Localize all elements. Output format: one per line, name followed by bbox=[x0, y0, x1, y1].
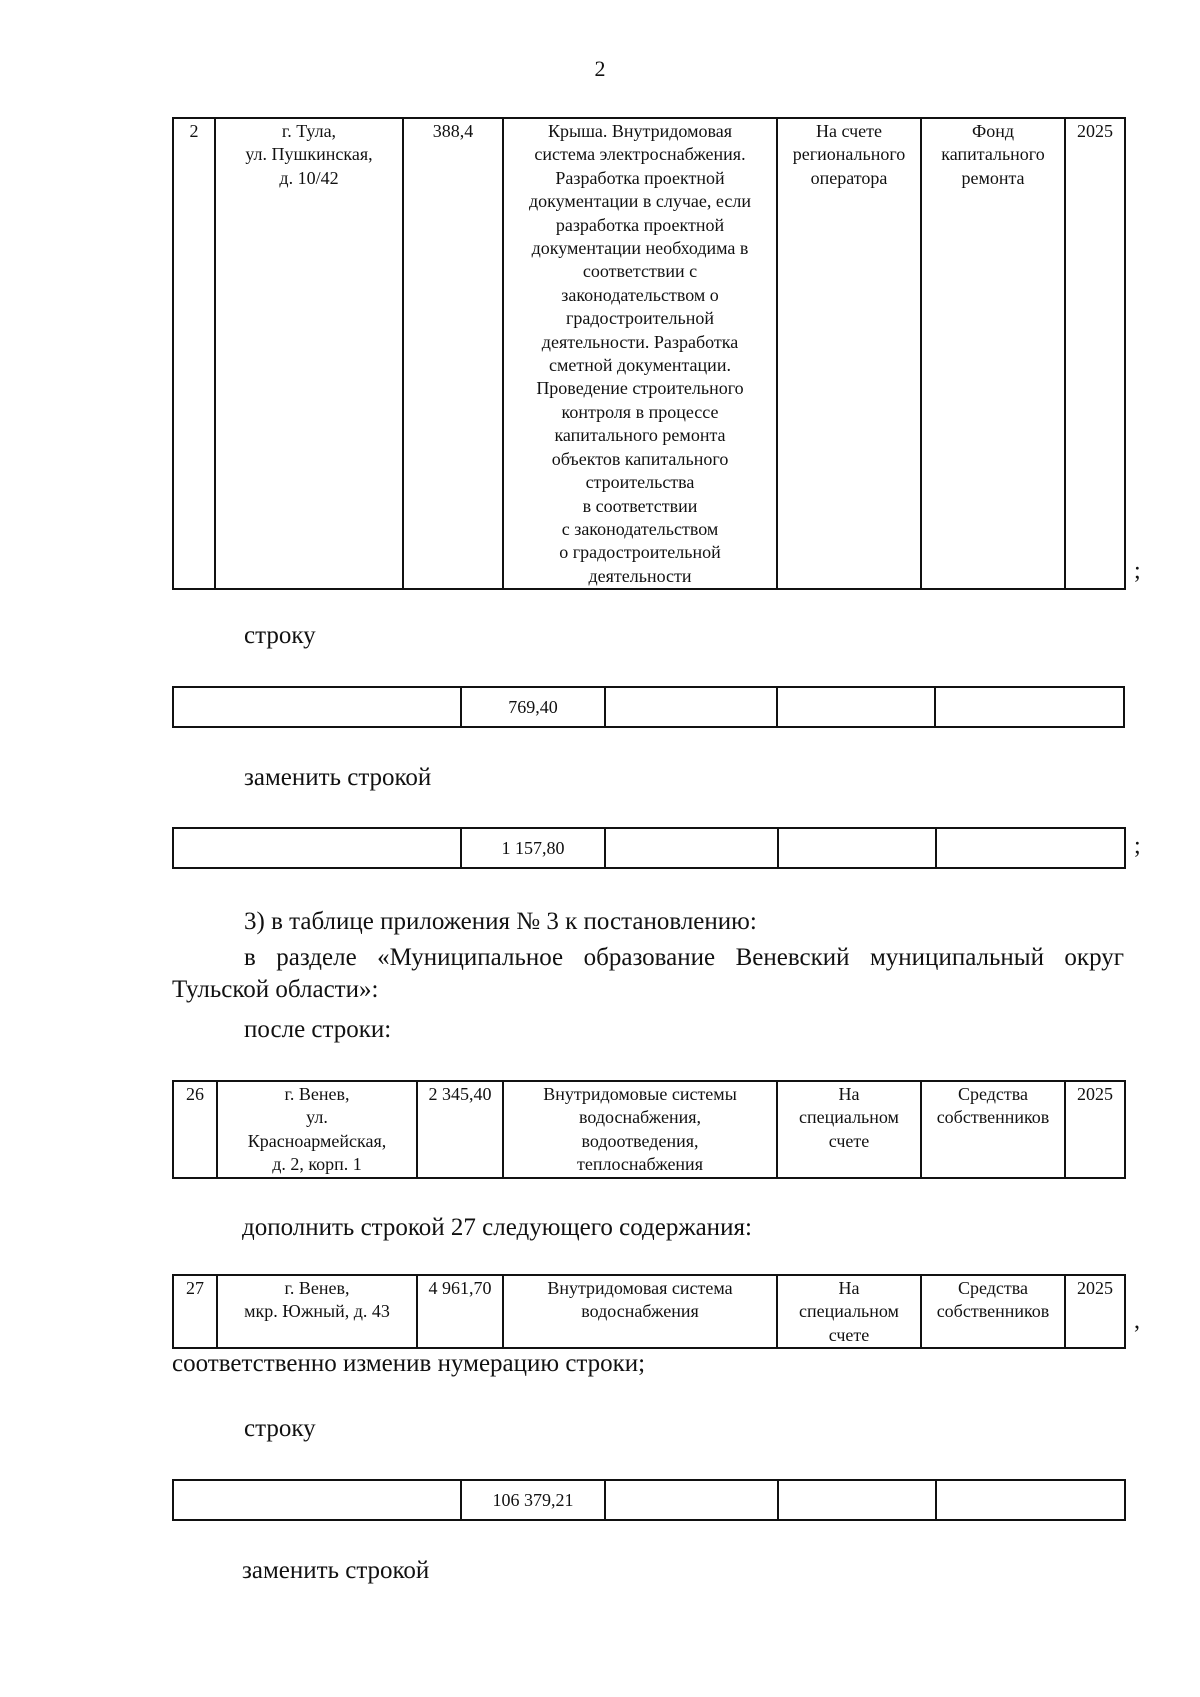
paragraph-renumber: соответственно изменив нумерацию строки; bbox=[172, 1350, 646, 1377]
paragraph-appendix-3: 3) в таблице приложения № 3 к постановлению: bbox=[244, 908, 757, 935]
cell-year: 2025 bbox=[1065, 1081, 1125, 1178]
paragraph-add-row-27: дополнить строкой 27 следующего содержания: bbox=[242, 1214, 752, 1241]
page-number: 2 bbox=[594, 56, 606, 81]
cell-empty bbox=[778, 1480, 936, 1520]
cell-empty bbox=[936, 828, 1125, 868]
cell-source: Фонд капитального ремонта bbox=[921, 118, 1065, 589]
paragraph-after-row: после строки: bbox=[244, 1016, 392, 1043]
cell-empty bbox=[935, 687, 1124, 727]
cell-works: Внутридомовая система водоснабжения bbox=[503, 1275, 777, 1348]
cell-empty bbox=[173, 1480, 461, 1520]
cell-total: 106 379,21 bbox=[461, 1480, 605, 1520]
cell-year: 2025 bbox=[1065, 118, 1125, 589]
table-row-27 bbox=[172, 1274, 1126, 1349]
cell-cost: 2 345,40 bbox=[417, 1081, 503, 1178]
cell-empty bbox=[173, 828, 461, 868]
cell-total: 1 157,80 bbox=[461, 828, 605, 868]
table-row bbox=[173, 1081, 1125, 1178]
cell-total: 769,40 bbox=[461, 687, 605, 727]
table-row bbox=[173, 118, 1125, 589]
paragraph-zamenit: заменить строкой bbox=[244, 764, 432, 791]
cell-address: г. Венев, мкр. Южный, д. 43 bbox=[217, 1275, 417, 1348]
table-old-total-2 bbox=[172, 1479, 1126, 1521]
paragraph-stroku: строку bbox=[244, 622, 316, 649]
end-mark-comma: , bbox=[1134, 1308, 1140, 1334]
cell-empty bbox=[605, 1480, 778, 1520]
table-row bbox=[173, 1275, 1125, 1348]
cell-works: Внутридомовые системы водоснабжения, водоотведения, теплоснабжения bbox=[503, 1081, 777, 1178]
cell-source: Средства собственников bbox=[921, 1081, 1065, 1178]
paragraph-stroku-2: строку bbox=[244, 1415, 316, 1442]
cell-empty bbox=[605, 687, 777, 727]
table-row bbox=[173, 687, 1124, 727]
paragraph-section: в разделе «Муниципальное образование Веневский муниципальный округ Тульской области»: bbox=[172, 944, 1124, 1003]
cell-account: На счете регионального оператора bbox=[777, 118, 921, 589]
cell-area: 388,4 bbox=[403, 118, 503, 589]
cell-account: На специальном счете bbox=[777, 1275, 921, 1348]
cell-number: 26 bbox=[173, 1081, 217, 1178]
cell-address: г. Венев, ул. Красноармейская, д. 2, корп. 1 bbox=[217, 1081, 417, 1178]
cell-works: Крыша. Внутридомовая система электроснабжения. Разработка проектной документации в случае, если разработка проектной документации необходима в соответствии с законодательством о градостроительной деятельности. Разработка сметной документации. Проведение строительного контроля в процессе капитального ремонта объектов капитального строительства в соответствии с законодательством о градостроительной деятельности bbox=[503, 118, 777, 589]
cell-empty bbox=[173, 687, 461, 727]
table-old-total-1 bbox=[172, 686, 1125, 728]
cell-account: На специальном счете bbox=[777, 1081, 921, 1178]
table-top bbox=[172, 117, 1126, 590]
cell-number: 27 bbox=[173, 1275, 217, 1348]
cell-empty bbox=[605, 828, 778, 868]
cell-empty bbox=[777, 687, 935, 727]
end-mark-semicolon: ; bbox=[1134, 558, 1141, 584]
end-mark-semicolon: ; bbox=[1134, 833, 1141, 859]
cell-year: 2025 bbox=[1065, 1275, 1125, 1348]
cell-empty bbox=[778, 828, 936, 868]
cell-number: 2 bbox=[173, 118, 215, 589]
table-row-26 bbox=[172, 1080, 1126, 1179]
cell-address: г. Тула, ул. Пушкинская, д. 10/42 bbox=[215, 118, 403, 589]
table-new-total-1 bbox=[172, 827, 1126, 869]
paragraph-zamenit-2: заменить строкой bbox=[242, 1557, 430, 1584]
cell-cost: 4 961,70 bbox=[417, 1275, 503, 1348]
cell-source: Средства собственников bbox=[921, 1275, 1065, 1348]
table-row bbox=[173, 828, 1125, 868]
cell-empty bbox=[936, 1480, 1125, 1520]
table-row bbox=[173, 1480, 1125, 1520]
